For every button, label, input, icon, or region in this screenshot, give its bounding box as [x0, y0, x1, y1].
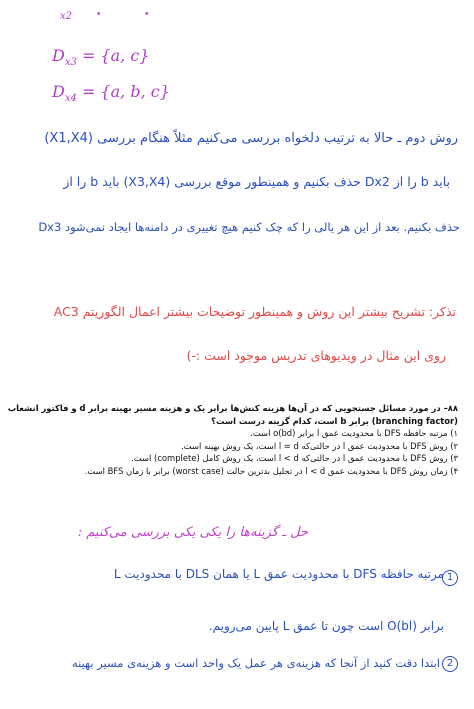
question-line-2: (branching factor) برابر b است، کدام گزینه درست است؟ [211, 415, 458, 426]
note-line-2: باید b را از Dx2 حذف بکنیم و همینطور موقع بررسی (X3,X4) باید b را از [63, 174, 450, 189]
solution-item-2-number: 2 [442, 656, 458, 672]
question-option-4: ۴) زمان روش DFS با محدودیت عمق l < d در تحلیل بدترین حالت (worst case) برابر با زمان BFS است. [84, 465, 458, 476]
question-block [7, 402, 458, 478]
domain-x3-sub: x3 [64, 57, 77, 69]
question-option-1: ۱) مرتبه حافظه DFS با محدودیت عمق l برابر o(bd) است. [250, 428, 458, 439]
domain-x4-value: = {a, b, c} [81, 82, 170, 101]
solution-item-1-number: 1 [442, 570, 458, 586]
top-dots: • • [96, 10, 170, 20]
reminder-line-1: تذکر: تشریح بیشتر این روش و همینطور توضیحات بیشتر اعمال الگوریتم AC3 [53, 304, 456, 319]
domain-x4 [52, 84, 170, 104]
question-number: ۸۸– [443, 403, 458, 413]
solution-item-1-line-2: برابر O(bl) است چون تا عمق L پایین می‌رویم. [208, 619, 444, 633]
question-line-1 [7, 402, 458, 415]
domain-x3-value: = {a, c} [81, 46, 150, 65]
solution-item-2-line-1: ابتدا دقت کنید از آنجا که هزینه‌ی هر عمل یک واحد است و هزینه‌ی مسیر بهینه [71, 656, 440, 670]
domain-x3-var: D [52, 46, 65, 65]
domain-x4-var: D [52, 82, 65, 101]
domain-x3 [52, 48, 149, 68]
domain-x4-sub: x4 [64, 93, 77, 105]
solution-heading: حل ـ گزینه‌ها را یکی یکی بررسی می‌کنیم : [77, 525, 308, 540]
note-line-1: روش دوم ـ حالا به ترتیب دلخواه بررسی می‌کنیم مثلاً هنگام بررسی (X1,X4) [44, 131, 458, 146]
top-marks: x2 [60, 11, 73, 22]
question-option-3: ۳) روش DFS با محدودیت عمق l در حالتی‌که l < d است، یک روش کامل (complete) است. [131, 453, 458, 464]
question-text-1: در مورد مسائل جستجویی که در آن‌ها هزینه کنش‌ها برابر یک و هزینه مسیر بهینه برابر d و فاکتور انشعاب [7, 403, 441, 413]
question-option-2: ۲) روش DFS با محدودیت عمق l در حالتی‌که l = d است، یک روش بهینه است. [181, 440, 458, 451]
reminder-line-2: روی این مثال در ویدیوهای تدریس موجود است :-) [186, 348, 446, 363]
note-line-3: Dx3 حذف بکنیم. بعد از این هر یالی را که چک کنیم هیچ تغییری در دامنه‌ها ایجاد نمی‌شود [38, 220, 460, 234]
solution-item-1-line-1: مرتبه حافظه DFS با محدودیت عمق L یا همان DLS با محدودیت L [113, 567, 444, 581]
